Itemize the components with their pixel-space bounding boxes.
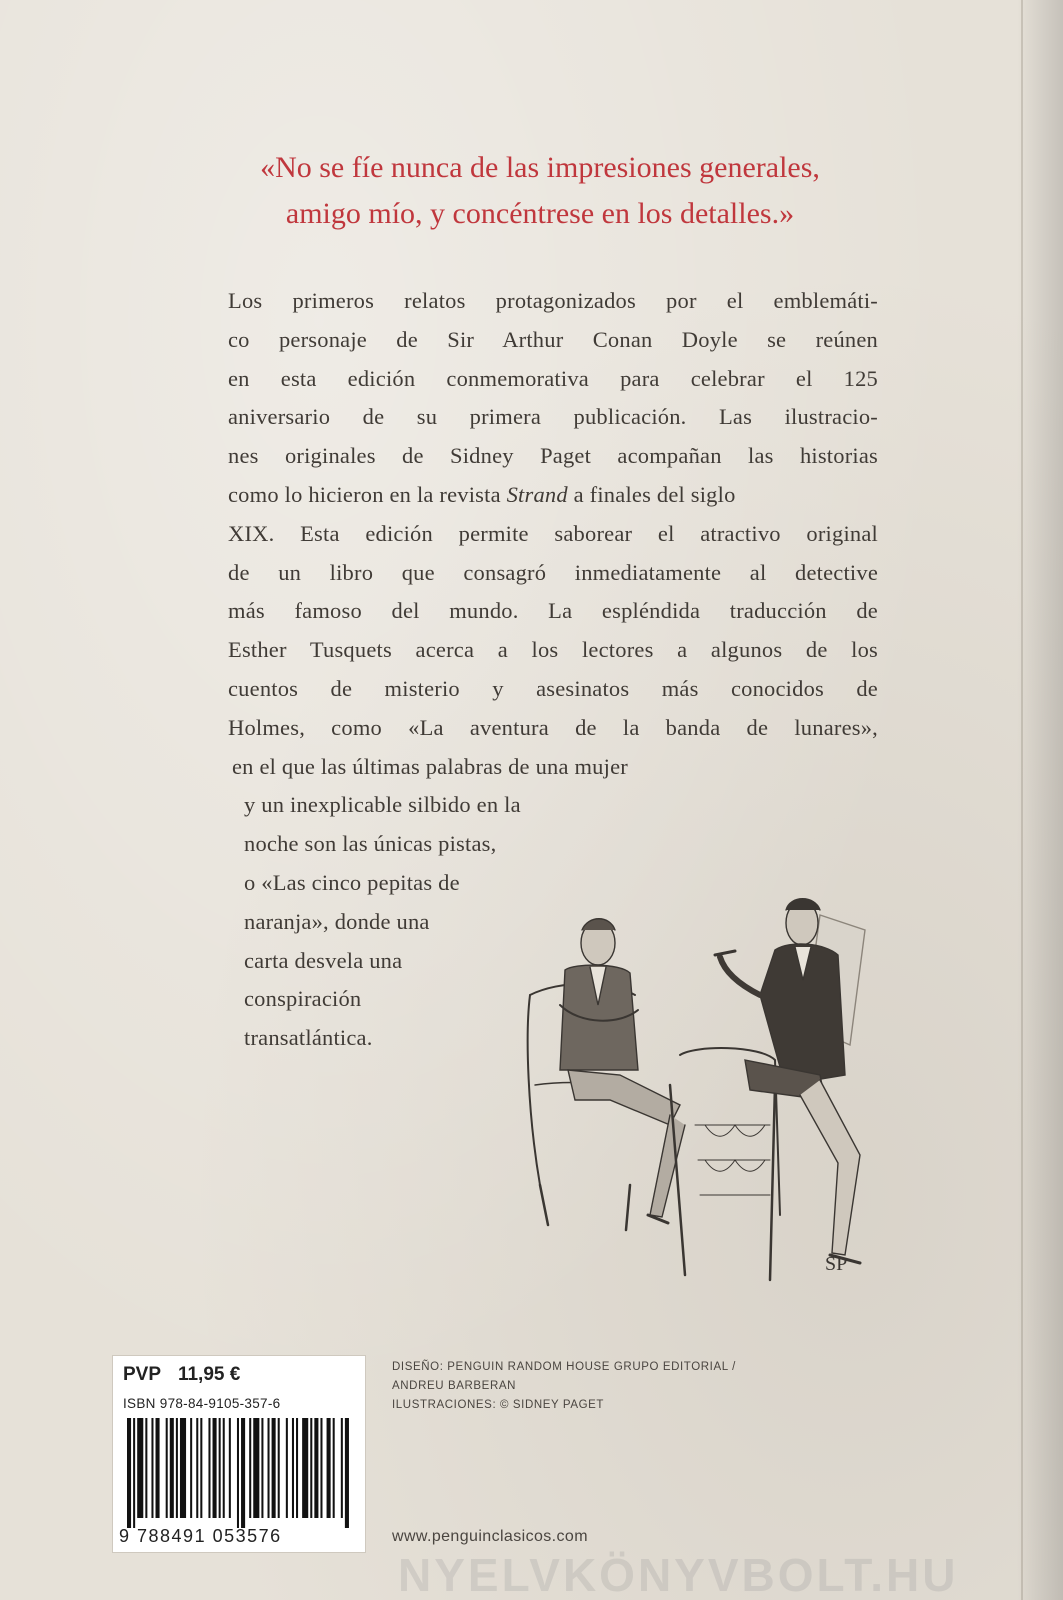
blurb-line: en el que las últimas palabras de una mujer [232,753,628,779]
credits-line: ANDREU BARBERAN [392,1380,517,1392]
barcode-bar [133,1418,135,1528]
blurb-line: cuentos de misterio y asesinatos más conocidos de [228,675,878,701]
barcode-bar [345,1418,349,1528]
barcode-bar [261,1418,263,1518]
barcode-bar [229,1418,231,1518]
barcode-bar [249,1418,251,1518]
barcode-bar [327,1418,331,1518]
watermark: NYELVKÖNYVBOLT.HU [398,1549,959,1600]
barcode-digits: 9 788491 053576 [119,1526,282,1546]
barcode-bar [170,1418,174,1518]
barcode [123,1418,355,1528]
blurb-line: Esther Tusquets acerca a los lectores a algunos de los [228,637,878,663]
blurb-line: transatlántica. [244,1025,373,1051]
blurb-line: naranja», donde una [244,908,430,934]
barcode-bar [137,1418,143,1518]
barcode-bar [213,1418,217,1518]
blurb-line: más famoso del mundo. La espléndida traducción de [228,598,878,624]
blurb-line: co personaje de Sir Arthur Conan Doyle se reúnen [228,326,878,352]
publisher-website: www.penguinclasicos.com [392,1528,588,1545]
barcode-bar [268,1418,270,1518]
barcode-bar [180,1418,186,1518]
barcode-bar [341,1418,343,1518]
blurb-line: XIX. Esta edición permite saborear el atractivo original [228,520,878,546]
barcode-bar [272,1418,276,1518]
barcode-bar [310,1418,312,1518]
blurb-text-run: como lo hicieron en la revista [228,481,507,507]
barcode-bar [156,1418,160,1518]
barcode-bar [296,1418,298,1518]
blurb-line: aniversario de su primera publicación. Las ilustracio- [228,404,878,430]
credits-line: ILUSTRACIONES: © SIDNEY PAGET [392,1399,605,1411]
barcode-bar [286,1418,288,1518]
barcode-bar [145,1418,147,1518]
barcode-bar [278,1418,280,1518]
design-credits [392,1358,736,1415]
barcode-bar [302,1418,308,1518]
barcode-bar [253,1418,259,1518]
barcode-bar [190,1418,192,1518]
price-value: 11,95 € [177,1364,241,1385]
blurb-text-run: a finales del siglo [567,481,736,507]
blurb-line: carta desvela una [244,947,403,973]
pull-quote-line: «No se fíe nunca de las impresiones generales, [260,151,820,184]
barcode-bar [237,1418,239,1528]
credits-line: DISEÑO: PENGUIN RANDOM HOUSE GRUPO EDITORIAL / [392,1361,736,1373]
barcode-bar [219,1418,221,1518]
price-barcode-label [112,1355,366,1553]
barcode-bar [314,1418,318,1518]
blurb-line: Los primeros relatos protagonizados por el emblemáti- [228,288,878,313]
blurb-line: nes originales de Sidney Paget acompañan las historias [228,443,878,469]
magazine-title: Strand [506,481,568,507]
barcode-bar [166,1418,168,1518]
pull-quote [200,145,880,237]
pull-quote-line: amigo mío, y concéntrese en los detalles.» [285,197,795,230]
blurb-line: de un libro que consagró inmediatamente al detective [228,559,878,585]
blurb-line: noche son las únicas pistas, [244,831,497,857]
price-row [123,1364,240,1386]
barcode-bar [127,1418,131,1528]
blurb-line: en esta edición conmemorativa para celebrar el 125 [228,365,878,391]
barcode-bar [320,1418,322,1518]
barcode-bar [196,1418,198,1518]
barcode-bar [200,1418,202,1518]
blurb-line [228,476,878,515]
barcode-bar [241,1418,245,1528]
barcode-bar [176,1418,178,1518]
holmes-watson-engraving [520,885,890,1285]
barcode-bar [333,1418,335,1518]
spine-edge [1021,0,1023,1600]
illustrator-signature: SP [825,1253,848,1275]
blurb-line: y un inexplicable silbido en la [244,792,521,818]
blurb-line: Holmes, como «La aventura de la banda de lunares», [228,714,878,740]
barcode-bar [223,1418,225,1518]
barcode-bar [292,1418,294,1518]
spine-shadow [1017,0,1063,1600]
barcode-bar [208,1418,210,1518]
blurb-line: conspiración [244,986,362,1012]
isbn-text: ISBN 978-84-9105-357-6 [123,1396,281,1411]
barcode-bar [151,1418,153,1518]
price-label: PVP [123,1364,161,1385]
blurb-line: o «Las cinco pepitas de [244,869,460,895]
